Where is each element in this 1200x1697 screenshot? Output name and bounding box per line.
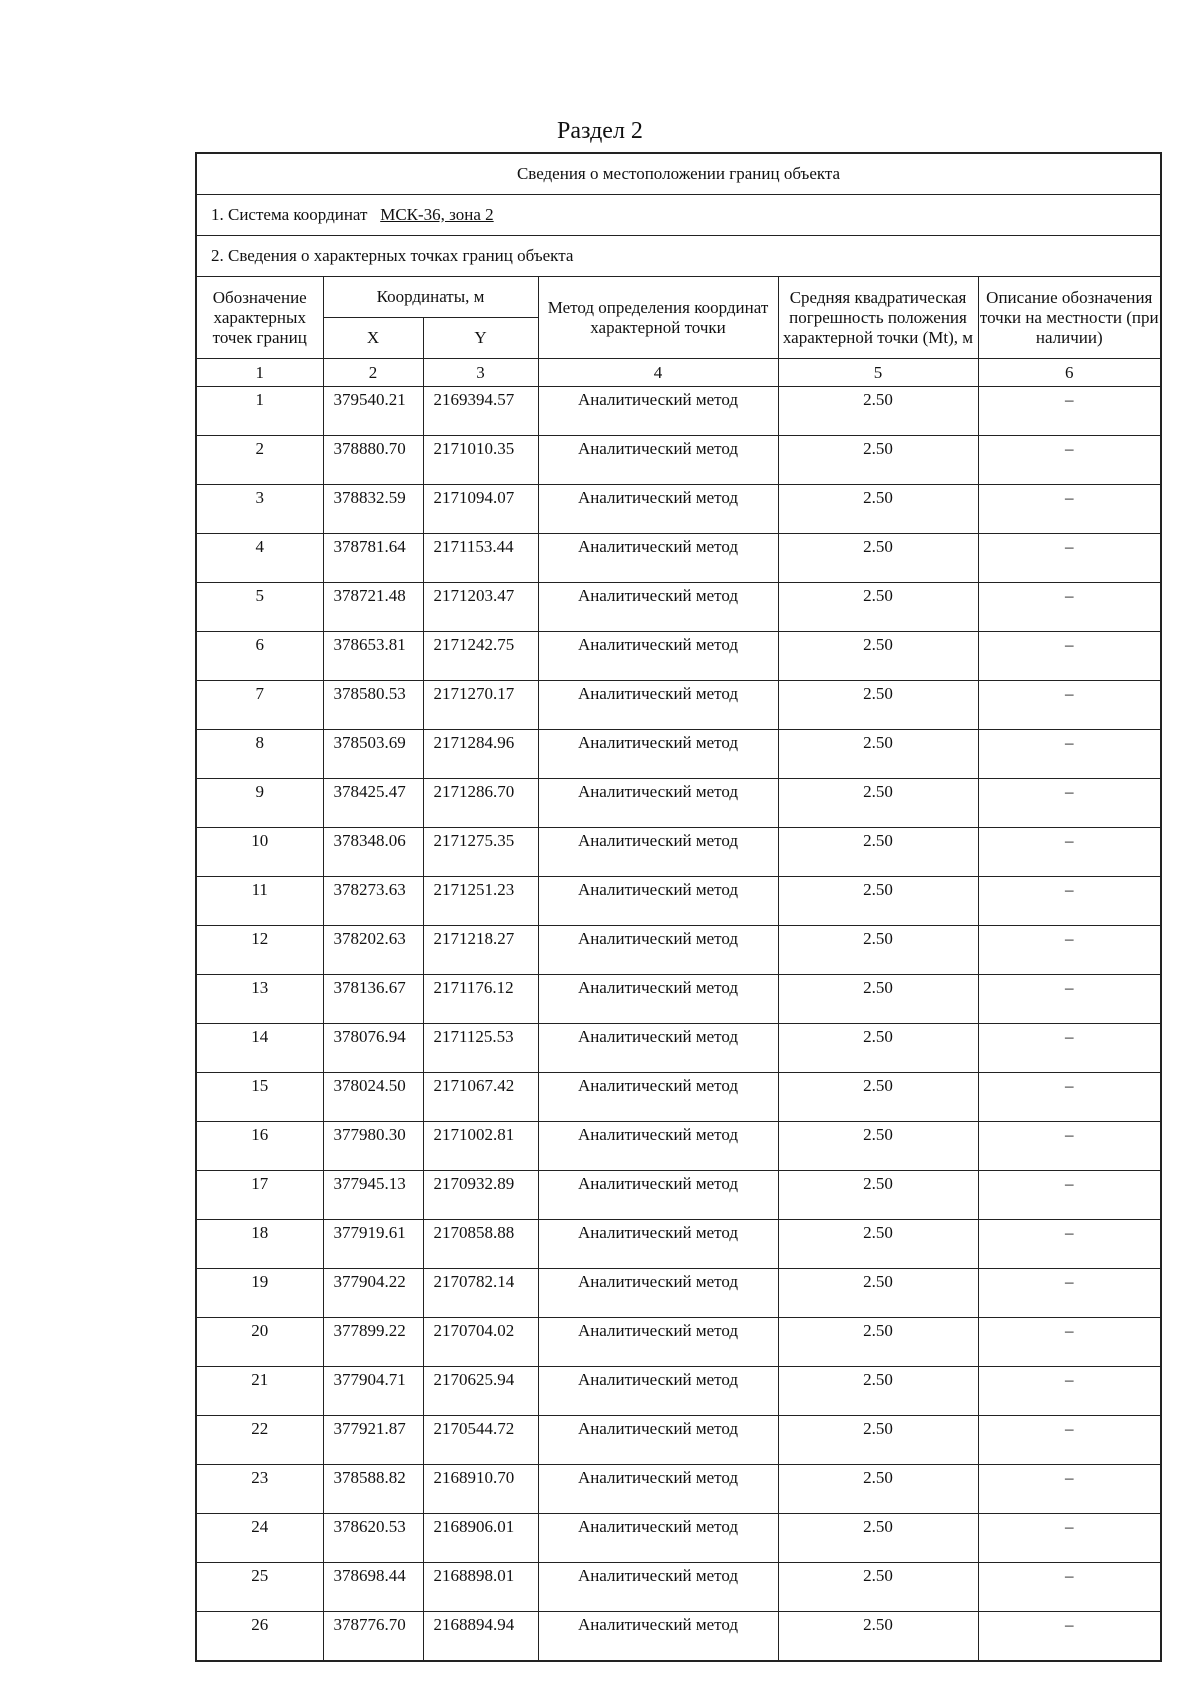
- description-cell: –: [978, 877, 1161, 926]
- description-cell: –: [978, 1024, 1161, 1073]
- error-cell: 2.50: [778, 436, 978, 485]
- x-coordinate-cell: 377945.13: [323, 1171, 423, 1220]
- error-cell: 2.50: [778, 1514, 978, 1563]
- description-cell: –: [978, 485, 1161, 534]
- point-number-cell: 7: [196, 681, 323, 730]
- method-cell: Аналитический метод: [538, 436, 778, 485]
- table-row: [196, 975, 1161, 1024]
- x-coordinate-cell: 378776.70: [323, 1612, 423, 1662]
- point-number-cell: 24: [196, 1514, 323, 1563]
- x-coordinate-cell: 378202.63: [323, 926, 423, 975]
- table-row: [196, 926, 1161, 975]
- section-title: Раздел 2: [557, 118, 643, 144]
- description-cell: –: [978, 632, 1161, 681]
- table-row: [196, 583, 1161, 632]
- y-coordinate-cell: 2171010.35: [423, 436, 538, 485]
- table-row: [196, 1220, 1161, 1269]
- method-cell: Аналитический метод: [538, 828, 778, 877]
- description-cell: –: [978, 1220, 1161, 1269]
- description-cell: –: [978, 975, 1161, 1024]
- header-coordinates: Координаты, м: [323, 277, 538, 318]
- table-row: [196, 485, 1161, 534]
- point-number-cell: 11: [196, 877, 323, 926]
- method-cell: Аналитический метод: [538, 485, 778, 534]
- description-cell: –: [978, 1465, 1161, 1514]
- error-cell: 2.50: [778, 1563, 978, 1612]
- table-row: [196, 681, 1161, 730]
- error-cell: 2.50: [778, 926, 978, 975]
- point-number-cell: 14: [196, 1024, 323, 1073]
- x-coordinate-cell: 377899.22: [323, 1318, 423, 1367]
- table-row: [196, 877, 1161, 926]
- description-cell: –: [978, 926, 1161, 975]
- description-cell: –: [978, 1269, 1161, 1318]
- x-coordinate-cell: 378781.64: [323, 534, 423, 583]
- method-cell: Аналитический метод: [538, 1416, 778, 1465]
- column-number: 1: [196, 359, 323, 387]
- coord-system-value: МСК-36, зона 2: [380, 205, 494, 224]
- method-cell: Аналитический метод: [538, 877, 778, 926]
- x-coordinate-cell: 378348.06: [323, 828, 423, 877]
- point-number-cell: 25: [196, 1563, 323, 1612]
- description-cell: –: [978, 1171, 1161, 1220]
- description-cell: –: [978, 1073, 1161, 1122]
- error-cell: 2.50: [778, 583, 978, 632]
- point-number-cell: 18: [196, 1220, 323, 1269]
- method-cell: Аналитический метод: [538, 1122, 778, 1171]
- point-number-cell: 13: [196, 975, 323, 1024]
- point-number-cell: 9: [196, 779, 323, 828]
- header-error: Средняя квадратическая погрешность положения характерной точки (Mt), м: [778, 277, 978, 359]
- y-coordinate-cell: 2171270.17: [423, 681, 538, 730]
- column-number: 5: [778, 359, 978, 387]
- x-coordinate-cell: 378620.53: [323, 1514, 423, 1563]
- error-cell: 2.50: [778, 632, 978, 681]
- y-coordinate-cell: 2171251.23: [423, 877, 538, 926]
- method-cell: Аналитический метод: [538, 730, 778, 779]
- point-number-cell: 20: [196, 1318, 323, 1367]
- table-row: [196, 1367, 1161, 1416]
- method-cell: Аналитический метод: [538, 1563, 778, 1612]
- y-coordinate-cell: 2170544.72: [423, 1416, 538, 1465]
- description-cell: –: [978, 534, 1161, 583]
- x-coordinate-cell: 378273.63: [323, 877, 423, 926]
- table-row: [196, 632, 1161, 681]
- y-coordinate-cell: 2171176.12: [423, 975, 538, 1024]
- point-number-cell: 17: [196, 1171, 323, 1220]
- y-coordinate-cell: 2170858.88: [423, 1220, 538, 1269]
- method-cell: Аналитический метод: [538, 534, 778, 583]
- y-coordinate-cell: 2168898.01: [423, 1563, 538, 1612]
- method-cell: Аналитический метод: [538, 1612, 778, 1662]
- error-cell: 2.50: [778, 1367, 978, 1416]
- table-row: [196, 387, 1161, 436]
- y-coordinate-cell: 2171125.53: [423, 1024, 538, 1073]
- error-cell: 2.50: [778, 1269, 978, 1318]
- y-coordinate-cell: 2171203.47: [423, 583, 538, 632]
- y-coordinate-cell: 2171284.96: [423, 730, 538, 779]
- point-number-cell: 6: [196, 632, 323, 681]
- x-coordinate-cell: 378653.81: [323, 632, 423, 681]
- description-cell: –: [978, 436, 1161, 485]
- table-row: [196, 828, 1161, 877]
- point-number-cell: 5: [196, 583, 323, 632]
- method-cell: Аналитический метод: [538, 583, 778, 632]
- error-cell: 2.50: [778, 485, 978, 534]
- point-number-cell: 10: [196, 828, 323, 877]
- header-x: X: [323, 318, 423, 359]
- point-number-cell: 15: [196, 1073, 323, 1122]
- header-description: Описание обозначения точки на местности (при наличии): [978, 277, 1161, 359]
- error-cell: 2.50: [778, 1171, 978, 1220]
- method-cell: Аналитический метод: [538, 1073, 778, 1122]
- column-number: 2: [323, 359, 423, 387]
- header-y: Y: [423, 318, 538, 359]
- table-row: [196, 1563, 1161, 1612]
- point-number-cell: 2: [196, 436, 323, 485]
- x-coordinate-cell: 377980.30: [323, 1122, 423, 1171]
- y-coordinate-cell: 2171242.75: [423, 632, 538, 681]
- error-cell: 2.50: [778, 975, 978, 1024]
- column-number: 6: [978, 359, 1161, 387]
- table-row: [196, 1269, 1161, 1318]
- x-coordinate-cell: 378024.50: [323, 1073, 423, 1122]
- y-coordinate-cell: 2168906.01: [423, 1514, 538, 1563]
- header-method: Метод определения координат характерной точки: [538, 277, 778, 359]
- column-number: 3: [423, 359, 538, 387]
- x-coordinate-cell: 377921.87: [323, 1416, 423, 1465]
- point-number-cell: 3: [196, 485, 323, 534]
- method-cell: Аналитический метод: [538, 1318, 778, 1367]
- error-cell: 2.50: [778, 534, 978, 583]
- x-coordinate-cell: 378880.70: [323, 436, 423, 485]
- description-cell: –: [978, 1612, 1161, 1662]
- x-coordinate-cell: 377904.71: [323, 1367, 423, 1416]
- point-number-cell: 26: [196, 1612, 323, 1662]
- error-cell: 2.50: [778, 1612, 978, 1662]
- point-number-cell: 22: [196, 1416, 323, 1465]
- point-number-cell: 12: [196, 926, 323, 975]
- table-row: [196, 1465, 1161, 1514]
- error-cell: 2.50: [778, 1318, 978, 1367]
- description-cell: –: [978, 1416, 1161, 1465]
- point-number-cell: 23: [196, 1465, 323, 1514]
- table-row: [196, 730, 1161, 779]
- x-coordinate-cell: 378425.47: [323, 779, 423, 828]
- point-number-cell: 1: [196, 387, 323, 436]
- error-cell: 2.50: [778, 877, 978, 926]
- y-coordinate-cell: 2171002.81: [423, 1122, 538, 1171]
- error-cell: 2.50: [778, 1122, 978, 1171]
- x-coordinate-cell: 379540.21: [323, 387, 423, 436]
- x-coordinate-cell: 378588.82: [323, 1465, 423, 1514]
- method-cell: Аналитический метод: [538, 975, 778, 1024]
- x-coordinate-cell: 378076.94: [323, 1024, 423, 1073]
- table-row: [196, 436, 1161, 485]
- method-cell: Аналитический метод: [538, 779, 778, 828]
- y-coordinate-cell: 2171094.07: [423, 485, 538, 534]
- method-cell: Аналитический метод: [538, 1465, 778, 1514]
- description-cell: –: [978, 1563, 1161, 1612]
- method-cell: Аналитический метод: [538, 1220, 778, 1269]
- description-cell: –: [978, 1122, 1161, 1171]
- y-coordinate-cell: 2171218.27: [423, 926, 538, 975]
- method-cell: Аналитический метод: [538, 926, 778, 975]
- coord-system-label: 1. Система координат: [211, 205, 368, 224]
- error-cell: 2.50: [778, 1465, 978, 1514]
- description-cell: –: [978, 387, 1161, 436]
- header-designation: Обозначение характерных точек границ: [196, 277, 323, 359]
- error-cell: 2.50: [778, 1416, 978, 1465]
- x-coordinate-cell: 378832.59: [323, 485, 423, 534]
- coord-system-row: [196, 195, 1161, 236]
- point-number-cell: 21: [196, 1367, 323, 1416]
- table-row: [196, 1318, 1161, 1367]
- point-number-cell: 16: [196, 1122, 323, 1171]
- table-row: [196, 779, 1161, 828]
- table-row: [196, 1514, 1161, 1563]
- description-cell: –: [978, 1318, 1161, 1367]
- description-cell: –: [978, 828, 1161, 877]
- description-cell: –: [978, 779, 1161, 828]
- method-cell: Аналитический метод: [538, 1367, 778, 1416]
- method-cell: Аналитический метод: [538, 1269, 778, 1318]
- error-cell: 2.50: [778, 828, 978, 877]
- point-number-cell: 19: [196, 1269, 323, 1318]
- x-coordinate-cell: 378698.44: [323, 1563, 423, 1612]
- description-cell: –: [978, 730, 1161, 779]
- table-row: [196, 1416, 1161, 1465]
- y-coordinate-cell: 2169394.57: [423, 387, 538, 436]
- table-row: [196, 534, 1161, 583]
- description-cell: –: [978, 1367, 1161, 1416]
- point-number-cell: 8: [196, 730, 323, 779]
- error-cell: 2.50: [778, 1024, 978, 1073]
- x-coordinate-cell: 377919.61: [323, 1220, 423, 1269]
- boundary-points-table: [195, 152, 1162, 1662]
- error-cell: 2.50: [778, 1220, 978, 1269]
- y-coordinate-cell: 2171275.35: [423, 828, 538, 877]
- table-row: [196, 1122, 1161, 1171]
- y-coordinate-cell: 2168894.94: [423, 1612, 538, 1662]
- y-coordinate-cell: 2171286.70: [423, 779, 538, 828]
- x-coordinate-cell: 378721.48: [323, 583, 423, 632]
- column-number: 4: [538, 359, 778, 387]
- point-number-cell: 4: [196, 534, 323, 583]
- description-cell: –: [978, 583, 1161, 632]
- y-coordinate-cell: 2170625.94: [423, 1367, 538, 1416]
- table-row: [196, 1612, 1161, 1662]
- description-cell: –: [978, 1514, 1161, 1563]
- error-cell: 2.50: [778, 387, 978, 436]
- method-cell: Аналитический метод: [538, 1514, 778, 1563]
- x-coordinate-cell: 378136.67: [323, 975, 423, 1024]
- y-coordinate-cell: 2168910.70: [423, 1465, 538, 1514]
- y-coordinate-cell: 2170782.14: [423, 1269, 538, 1318]
- method-cell: Аналитический метод: [538, 387, 778, 436]
- x-coordinate-cell: 378503.69: [323, 730, 423, 779]
- table-title: Сведения о местоположении границ объекта: [196, 153, 1161, 195]
- y-coordinate-cell: 2171067.42: [423, 1073, 538, 1122]
- table-row: [196, 1073, 1161, 1122]
- error-cell: 2.50: [778, 681, 978, 730]
- points-section-label: 2. Сведения о характерных точках границ объекта: [196, 236, 1161, 277]
- y-coordinate-cell: 2170932.89: [423, 1171, 538, 1220]
- error-cell: 2.50: [778, 779, 978, 828]
- y-coordinate-cell: 2170704.02: [423, 1318, 538, 1367]
- description-cell: –: [978, 681, 1161, 730]
- table-row: [196, 1024, 1161, 1073]
- x-coordinate-cell: 377904.22: [323, 1269, 423, 1318]
- error-cell: 2.50: [778, 730, 978, 779]
- x-coordinate-cell: 378580.53: [323, 681, 423, 730]
- method-cell: Аналитический метод: [538, 632, 778, 681]
- method-cell: Аналитический метод: [538, 1024, 778, 1073]
- method-cell: Аналитический метод: [538, 681, 778, 730]
- method-cell: Аналитический метод: [538, 1171, 778, 1220]
- y-coordinate-cell: 2171153.44: [423, 534, 538, 583]
- error-cell: 2.50: [778, 1073, 978, 1122]
- table-row: [196, 1171, 1161, 1220]
